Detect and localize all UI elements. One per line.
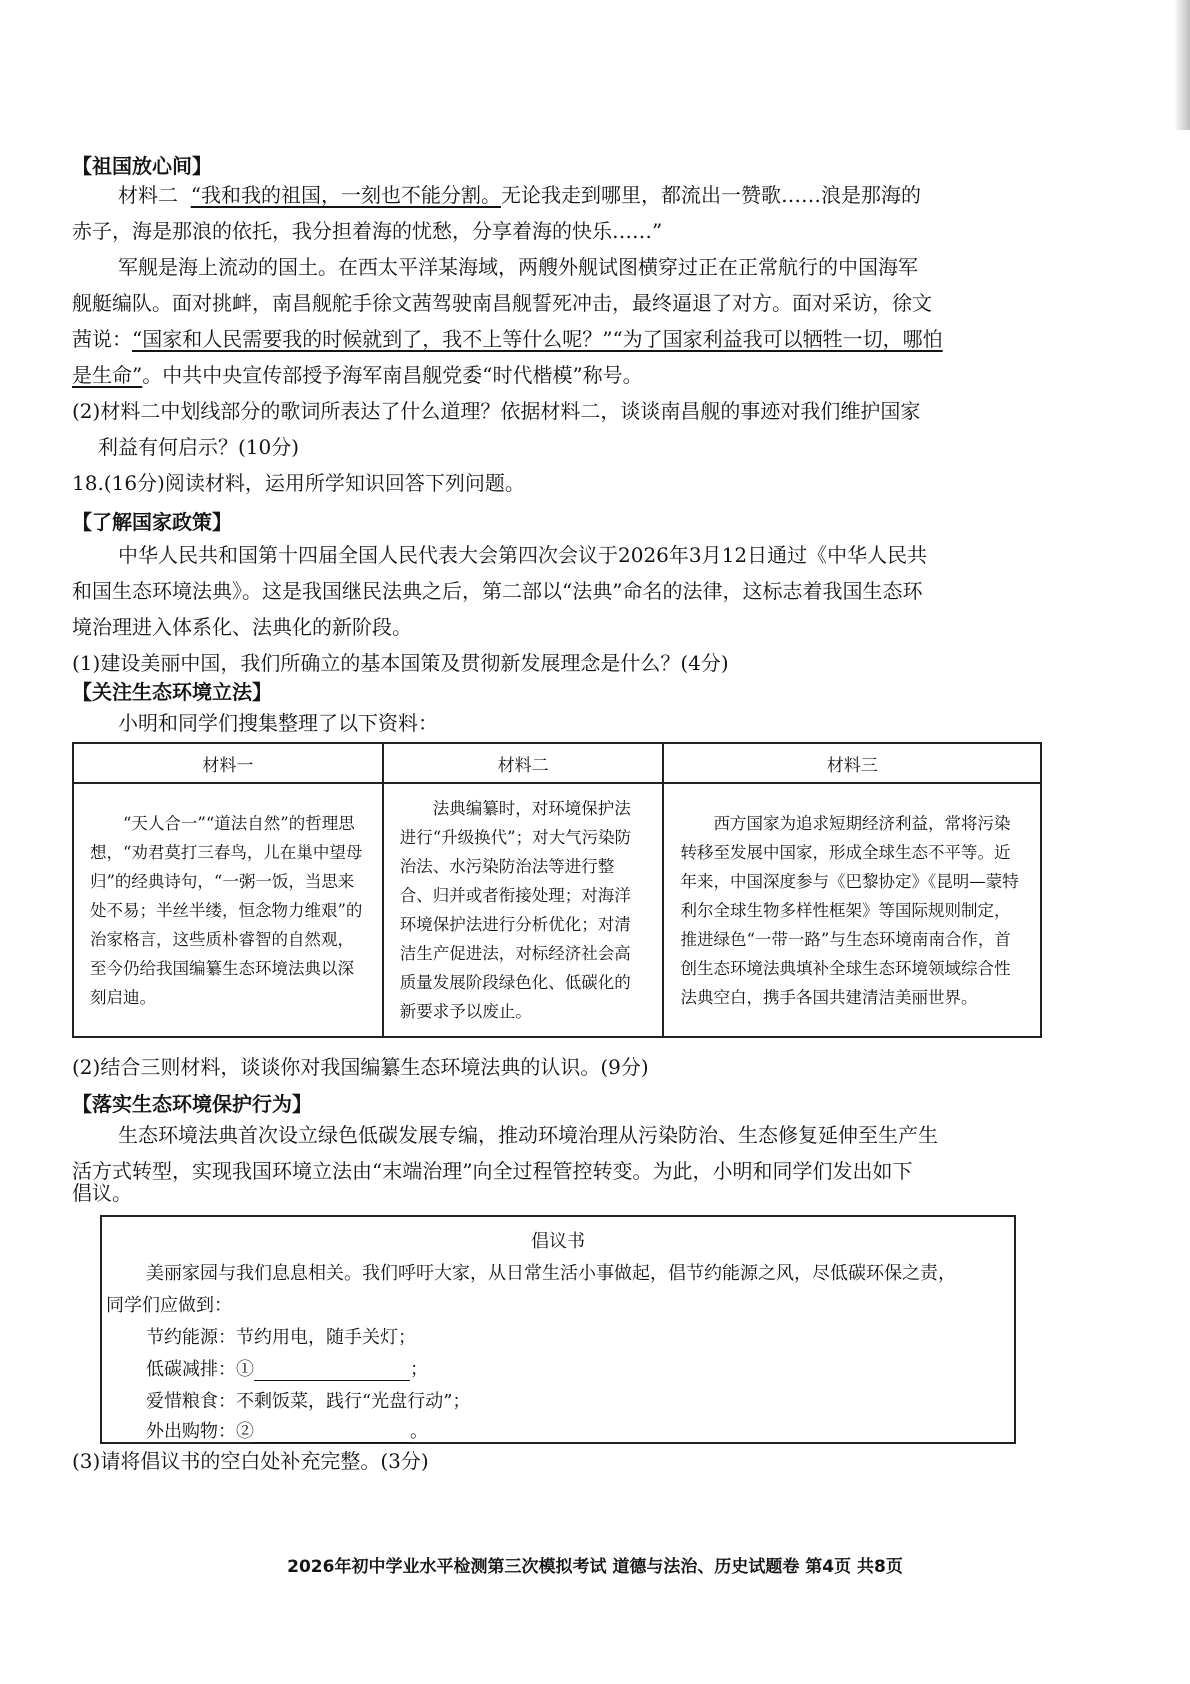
- action-line2: 活方式转型，实现我国环境立法由“末端治理”向全过程管控转变。为此，小明和同学们发出如下: [72, 1159, 913, 1183]
- table-header-2: 材料二: [383, 743, 664, 783]
- question-17-2-line1: (2)材料二中划线部分的歌词所表达了什么道理？依据材料二，谈谈南昌舰的事迹对我们维护国家: [72, 399, 921, 423]
- proposal-title: 倡议书: [531, 1231, 585, 1252]
- lyric-rest: 无论我走到哪里，都流出一赞歌……浪是那海的: [500, 183, 921, 207]
- section-heading-action: 【落实生态环境保护行为】: [72, 1092, 312, 1116]
- question-17-2-line2: 利益有何启示？(10分): [98, 435, 300, 459]
- proposal-box: [100, 1215, 1016, 1444]
- action-line3: 倡议。: [72, 1181, 132, 1205]
- blank-1-input[interactable]: [254, 1360, 410, 1381]
- lowcarbon-end: ；: [410, 1359, 428, 1380]
- collect-intro: 小明和同学们搜集整理了以下资料：: [118, 711, 438, 735]
- table-cell-2: 法典编纂时，对环境保护法进行“升级换代”；对大气污染防治法、水污染防治法等进行整合、归并或者衔接处理；对海洋环境保护法进行分析优化；对清洁生产促进法，对标经济社会高质量发展阶段绿色化、低碳化的新要求予以废止。: [383, 783, 664, 1037]
- shopping-label: 外出购物：②: [146, 1421, 254, 1442]
- story-line4-rest: 。中共中央宣传部授予海军南昌舰党委“时代楷模”称号。: [142, 363, 643, 387]
- proposal-item-shopping: [146, 1417, 428, 1443]
- proposal-item-lowcarbon: [146, 1355, 428, 1381]
- question-18-2: (2)结合三则材料，谈谈你对我国编纂生态环境法典的认识。(9分): [72, 1055, 649, 1079]
- proposal-item-food: 爱惜粮食：不剩饭菜，践行“光盘行动”；: [146, 1391, 471, 1412]
- blank-2-input[interactable]: [254, 1422, 410, 1443]
- lyric-underlined: “我和我的祖国，一刻也不能分割。: [190, 183, 501, 207]
- story-line2: 舰艇编队。面对挑衅，南昌舰舵手徐文茜驾驶南昌舰誓死冲击，最终逼退了对方。面对采访，徐文: [72, 291, 932, 315]
- proposal-intro-line1: 美丽家园与我们息息相关。我们呼吁大家，从日常生活小事做起，倡节约能源之风，尽低碳环保之责，: [146, 1263, 956, 1284]
- policy-line2: 和国生态环境法典》。这是我国继民法典之后，第二部以“法典”命名的法律，这标志着我国生态环: [72, 579, 923, 603]
- section-heading-homeland: 【祖国放心间】: [72, 154, 212, 178]
- proposal-item-energy: 节约能源：节约用电，随手关灯；: [146, 1327, 416, 1348]
- quote-underlined-end: 是生命”: [72, 363, 143, 387]
- story-line1: 军舰是海上流动的国土。在西太平洋某海域，两艘外舰试图横穿过正在正常航行的中国海军: [118, 255, 918, 279]
- material2-label: 材料二: [118, 183, 178, 207]
- policy-line1: 中华人民共和国第十四届全国人民代表大会第四次会议于2026年3月12日通过《中华人民共: [118, 543, 928, 567]
- shopping-end: 。: [410, 1421, 428, 1442]
- question-18-intro: 18.(16分)阅读材料，运用所学知识回答下列问题。: [72, 471, 525, 495]
- lowcarbon-label: 低碳减排：①: [146, 1359, 254, 1380]
- story-line3-plain: 茜说：: [72, 327, 132, 351]
- question-18-3: (3)请将倡议书的空白处补充完整。(3分): [72, 1449, 429, 1473]
- policy-line3: 境治理进入体系化、法典化的新阶段。: [72, 615, 412, 639]
- story-line4: [72, 358, 643, 392]
- proposal-intro-line2: 同学们应做到：: [106, 1295, 232, 1316]
- question-18-1: (1)建设美丽中国，我们所确立的基本国策及贯彻新发展理念是什么？(4分): [72, 651, 729, 675]
- page-footer: 2026年初中学业水平检测第三次模拟考试 道德与法治、历史试题卷 第4页 共8页: [287, 1557, 903, 1577]
- table-cell-1: “天人合一”“道法自然”的哲理思想，“劝君莫打三春鸟，儿在巢中望母归”的经典诗句，“一粥一饭，当思来处不易；半丝半缕，恒念物力维艰”的治家格言，这些质朴睿智的自然观，至今仍给我国编纂生态环境法典以深刻启迪。: [73, 783, 383, 1037]
- section-heading-legislation: 【关注生态环境立法】: [72, 680, 272, 704]
- scan-edge: [1174, 0, 1190, 130]
- story-line3: [72, 322, 943, 356]
- table-cell-3: 西方国家为追求短期经济利益，常将污染转移至发展中国家，形成全球生态不平等。近年来，中国深度参与《巴黎协定》《昆明—蒙特利尔全球生物多样性框架》等国际规则制定，推进绿色“一带一路”与生态环境南南合作，首创生态环境法典填补全球生态环境领域综合性法典空白，携手各国共建清洁美丽世界。: [663, 783, 1041, 1037]
- materials-table: [72, 742, 1042, 1038]
- section-heading-policy: 【了解国家政策】: [72, 510, 232, 534]
- table-header-3: 材料三: [663, 743, 1041, 783]
- quote-underlined: “国家和人民需要我的时候就到了，我不上等什么呢？”“为了国家利益我可以牺牲一切，哪怕: [132, 327, 943, 351]
- action-line1: 生态环境法典首次设立绿色低碳发展专编，推动环境治理从污染防治、生态修复延伸至生产生: [118, 1123, 938, 1147]
- material2-lyric-line2: 赤子，海是那浪的依托，我分担着海的忧愁，分享着海的快乐……”: [72, 219, 663, 243]
- table-header-1: 材料一: [73, 743, 383, 783]
- material2-lyric-line1: [118, 178, 921, 212]
